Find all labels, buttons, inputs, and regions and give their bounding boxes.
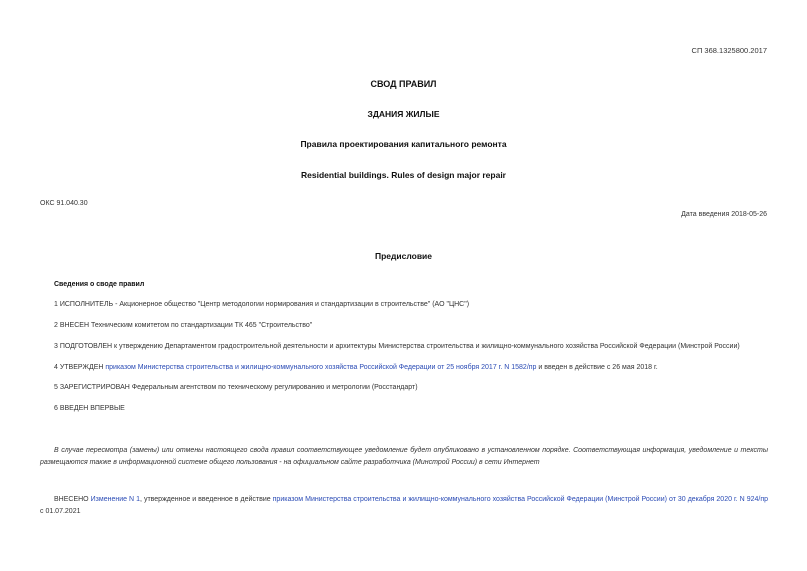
- foreword-item-approved: [54, 364, 658, 371]
- doc-type-title: СВОД ПРАВИЛ: [370, 79, 437, 89]
- amendment-note: [40, 494, 768, 518]
- revision-notice: В случае пересмотра (замены) или отмены настоящего свода правил соответствующее уведомление будет опубликовано в установленном порядке. Соответствующая информация, уведомление и тексты размещаются также в информационной системе общего пользования - на официальном сайте разработчика (Минстрой России) в сети Интернет: [40, 447, 768, 466]
- foreword-item-executor: 1 ИСПОЛНИТЕЛЬ - Акционерное общество "Центр методологии нормирования и стандартизации в строительстве" (АО "ЦНС"): [54, 301, 470, 308]
- amendment-suffix: с 01.07.2021: [40, 508, 81, 515]
- info-heading: Сведения о своде правил: [54, 281, 145, 288]
- amendment-middle: , утвержденное и введенное в действие: [139, 496, 273, 503]
- approved-suffix: и введен в действие с 26 мая 2018 г.: [536, 364, 658, 371]
- amendment-order-link[interactable]: приказом Министерства строительства и жилищно-коммунального хозяйства Российской Федерации (Минстрой России) от 30 декабря 2020 г. N 924/пр: [272, 496, 769, 503]
- oks-code: ОКС 91.040.30: [40, 200, 88, 207]
- doc-subtitle-en: Residential buildings. Rules of design major repair: [301, 170, 506, 180]
- amendment-link[interactable]: Изменение N 1: [90, 496, 140, 503]
- intro-date: Дата введения 2018-05-26: [681, 211, 767, 218]
- document-code: СП 368.1325800.2017: [691, 46, 767, 55]
- foreword-item-first-introduced: 6 ВВЕДЕН ВПЕРВЫЕ: [54, 405, 125, 412]
- doc-subtitle-ru: Правила проектирования капитального ремонта: [300, 139, 507, 149]
- foreword-heading: Предисловие: [374, 251, 433, 261]
- foreword-item-registered: 5 ЗАРЕГИСТРИРОВАН Федеральным агентством по техническому регулированию и метрологии (Росстандарт): [54, 384, 418, 391]
- amendment-prefix: ВНЕСЕНО: [54, 496, 91, 503]
- approved-prefix: 4 УТВЕРЖДЕН: [54, 364, 106, 371]
- foreword-item-submitted: 2 ВНЕСЕН Техническим комитетом по стандартизации ТК 465 "Строительство": [54, 322, 313, 329]
- foreword-item-prepared: 3 ПОДГОТОВЛЕН к утверждению Департаментом градостроительной деятельности и архитектуры Министерства строительства и жилищно-коммунального хозяйства Российской Федерации (Минстрой России): [54, 343, 740, 350]
- doc-subject-title: ЗДАНИЯ ЖИЛЫЕ: [367, 109, 440, 119]
- approval-order-link[interactable]: приказом Министерства строительства и жилищно-коммунального хозяйства Российской Федерации от 25 ноября 2017 г. N 1582/пр: [105, 364, 537, 371]
